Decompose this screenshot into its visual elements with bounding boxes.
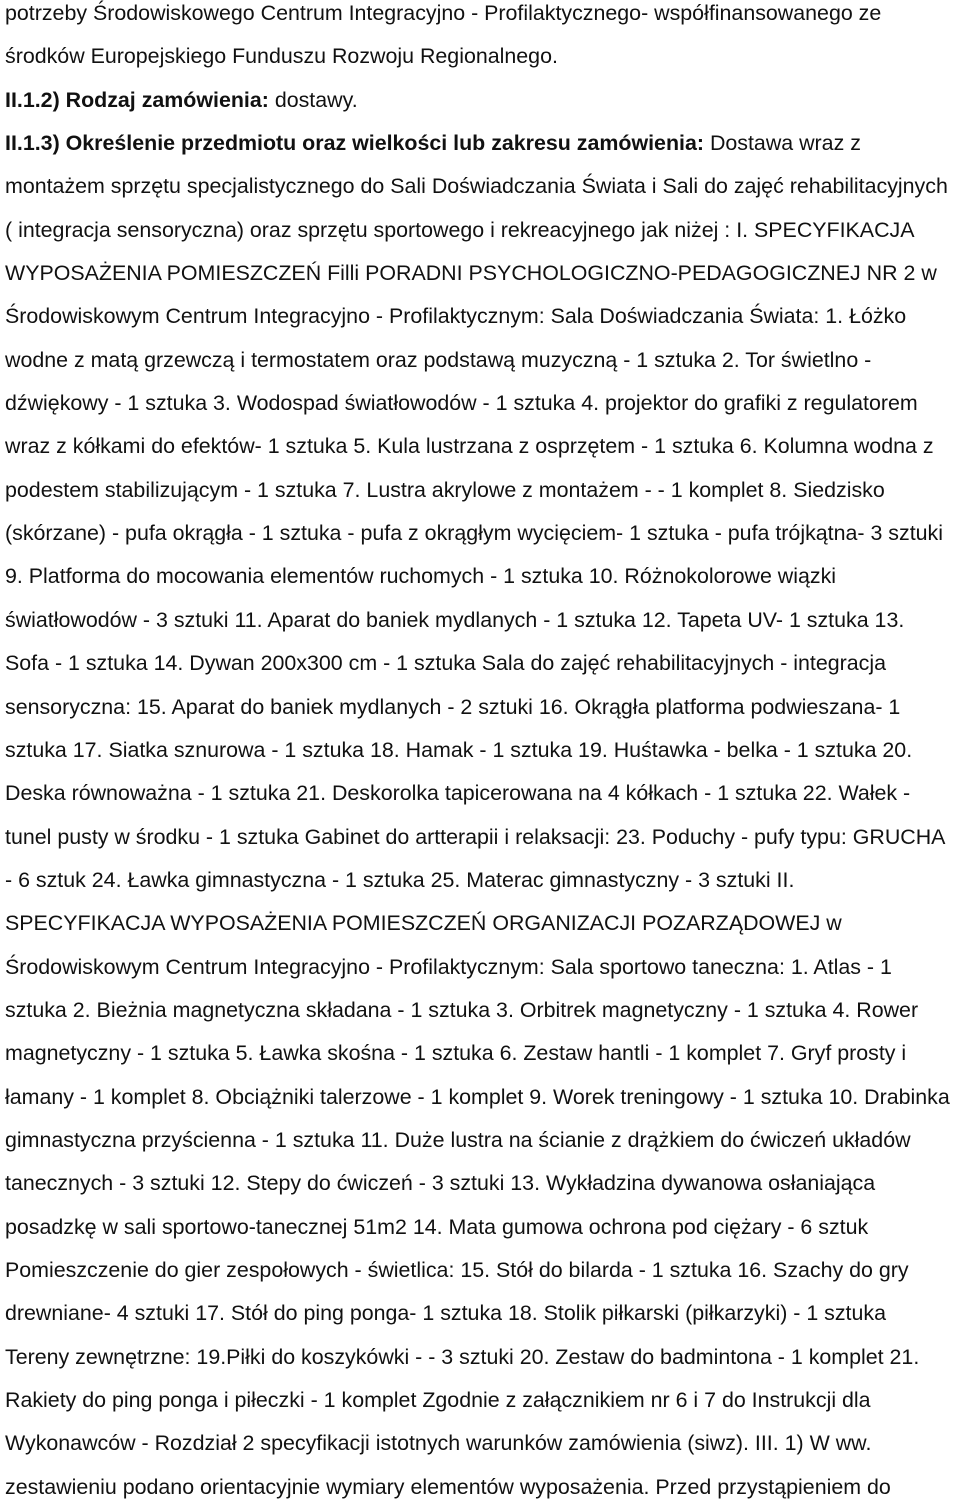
text-line: dźwiękowy - 1 sztuka 3. Wodospad światłowodów - 1 sztuka 4. projektor do grafiki z regulatorem (5, 391, 918, 416)
section-value: dostawy. (268, 87, 358, 112)
text-line: Wykonawców - Rozdział 2 specyfikacji istotnych warunków zamówienia (siwz). III. 1) W ww. (5, 1431, 872, 1456)
text-line: WYPOSAŻENIA POMIESZCZEŃ Filli PORADNI PSYCHOLOGICZNO-PEDAGOGICZNEJ NR 2 w (5, 261, 937, 286)
text-line: tunel pusty w środku - 1 sztuka Gabinet do artterapii i relaksacji: 23. Poduchy - pufy typu: GRUCHA (5, 824, 946, 849)
text-line: sensoryczna: 15. Aparat do baniek mydlanych - 2 sztuki 16. Okrągła platforma podwieszana- 1 (5, 694, 901, 719)
text-line: wodne z matą grzewczą i termostatem oraz podstawą muzyczną - 1 sztuka 2. Tor świetlno - (5, 347, 872, 372)
section-value: Dostawa wraz z (704, 131, 861, 156)
text-line: magnetyczny - 1 sztuka 5. Ławka skośna - 1 sztuka 6. Zestaw hantli - 1 komplet 7. Gryf prosty i (5, 1041, 907, 1066)
text-line: sztuka 2. Bieżnia magnetyczna składana - 1 sztuka 3. Orbitrek magnetyczny - 1 sztuka 4. Rower (5, 997, 919, 1022)
text-line: Rakiety do ping ponga i piłeczki - 1 komplet Zgodnie z załącznikiem nr 6 i 7 do Instrukcji dla (5, 1388, 871, 1412)
text-line: podestem stabilizującym - 1 sztuka 7. Lustra akrylowe z montażem - - 1 komplet 8. Siedzisko (5, 477, 885, 502)
text-line: światłowodów - 3 sztuki 11. Aparat do baniek mydlanych - 1 sztuka 12. Tapeta UV- 1 sztuka 13. (5, 607, 905, 632)
text-line: - 6 sztuk 24. Ławka gimnastyczna - 1 sztuka 25. Materac gimnastyczny - 3 sztuki II. (5, 867, 795, 892)
text-line: łamany - 1 komplet 8. Obciążniki talerzowe - 1 komplet 9. Worek treningowy - 1 sztuka 10. Drabinka (5, 1084, 950, 1109)
text-line: zestawieniu podano orientacyjnie wymiary elementów wyposażenia. Przed przystąpieniem do (5, 1474, 891, 1499)
text-line: 9. Platforma do mocowania elementów ruchomych - 1 sztuka 10. Różnokolorowe wiązki (5, 564, 837, 589)
text-line: Sofa - 1 sztuka 14. Dywan 200x300 cm - 1 sztuka Sala do zajęć rehabilitacyjnych - integracja (5, 651, 887, 676)
section-heading-line (5, 88, 960, 112)
text-line: tanecznych - 3 sztuki 12. Stepy do ćwiczeń - 3 sztuki 13. Wykładzina dywanowa osłaniająca (5, 1171, 876, 1196)
text-line: posadzkę w sali sportowo-tanecznej 51m2 14. Mata gumowa ochrona pod ciężary - 6 sztuk (5, 1214, 869, 1239)
text-line: (skórzane) - pufa okrągła - 1 sztuka - pufa z okrągłym wycięciem- 1 sztuka - pufa trójkątna- 3 sztuki (5, 521, 943, 546)
text-line: SPECYFIKACJA WYPOSAŻENIA POMIESZCZEŃ ORGANIZACJI POZARZĄDOWEJ w (5, 911, 842, 936)
text-line: gimnastyczna przyścienna - 1 sztuka 11. Duże lustra na ścianie z drążkiem do ćwiczeń układów (5, 1127, 911, 1152)
text-line: Środowiskowym Centrum Integracyjno - Profilaktycznym: Sala sportowo taneczna: 1. Atlas - 1 (5, 954, 892, 979)
text-line: drewniane- 4 sztuki 17. Stół do ping ponga- 1 sztuka 18. Stolik piłkarski (piłkarzyki) - 1 sztuka (5, 1301, 886, 1326)
section-heading-line (5, 131, 960, 155)
text-line: Deska równoważna - 1 sztuka 21. Deskorolka tapicerowana na 4 kółkach - 1 sztuka 22. Wałek - (5, 781, 911, 806)
text-line: Środowiskowym Centrum Integracyjno - Profilaktycznym: Sala Doświadczania Świata: 1. Łóżko (5, 304, 907, 329)
text-line: środków Europejskiego Funduszu Rozwoju Regionalnego. (5, 44, 558, 69)
text-line: Pomieszczenie do gier zespołowych - świetlica: 15. Stół do bilarda - 1 sztuka 16. Szachy do gry (5, 1257, 909, 1282)
text-line: potrzeby Środowiskowego Centrum Integracyjno - Profilaktycznego- współfinansowanego ze (5, 1, 882, 25)
text-line: montażem sprzętu specjalistycznego do Sali Doświadczania Świata i Sali do zajęć rehabilitacyjnych (5, 174, 948, 199)
text-line: Tereny zewnętrzne: 19.Piłki do koszykówki - - 3 sztuki 20. Zestaw do badmintona - 1 komplet 21. (5, 1344, 920, 1369)
text-line: sztuka 17. Siatka sznurowa - 1 sztuka 18. Hamak - 1 sztuka 19. Huśtawka - belka - 1 sztuka 20. (5, 737, 913, 762)
text-line: wraz z kółkami do efektów- 1 sztuka 5. Kula lustrzana z osprzętem - 1 sztuka 6. Kolumna wodna z (5, 434, 934, 459)
text-line: ( integracja sensoryczna) oraz sprzętu sportowego i rekreacyjnego jak niżej : I. SPECYFIKACJA (5, 217, 915, 242)
section-label: II.1.3) Określenie przedmiotu oraz wielkości lub zakresu zamówienia: (5, 131, 704, 156)
section-label: II.1.2) Rodzaj zamówienia: (5, 87, 269, 112)
